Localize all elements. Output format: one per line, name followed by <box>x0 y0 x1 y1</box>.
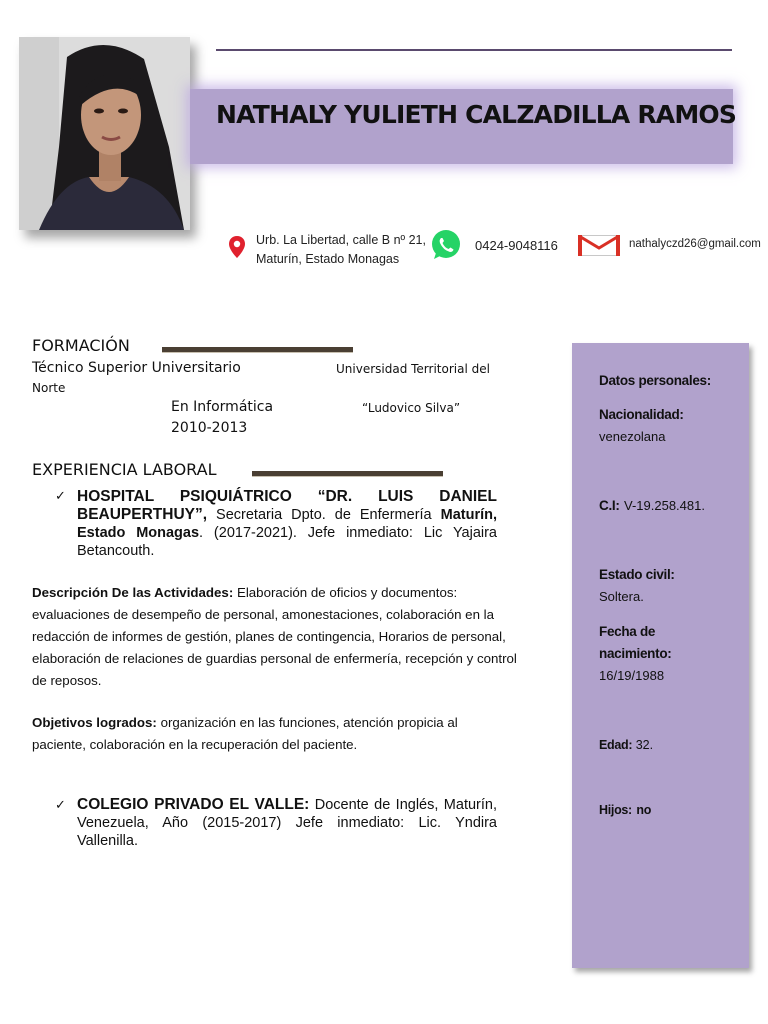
check-mark-icon: ✓ <box>55 488 66 503</box>
ci-label: C.I: <box>599 498 620 513</box>
institution-line-b: Norte <box>32 381 66 395</box>
address-line-2: Maturín, Estado Monagas <box>256 252 400 266</box>
portrait-image <box>19 37 190 230</box>
formacion-bar <box>162 347 353 353</box>
job2-company: COLEGIO PRIVADO EL VALLE: <box>77 796 310 813</box>
section-formacion-heading: FORMACIÓN <box>32 336 130 355</box>
whatsapp-icon <box>430 229 462 261</box>
birth-label-line2: nacimiento: <box>599 646 672 661</box>
degree-years: 2010-2013 <box>171 420 248 436</box>
sidebar-title: Datos personales: <box>599 373 711 388</box>
activities-description <box>32 582 527 692</box>
address <box>256 231 431 269</box>
children-value: no <box>636 803 652 817</box>
institution-line-a: Universidad Territorial del <box>336 362 490 376</box>
birth-date-value: 16/19/1988 <box>599 668 665 683</box>
address-line-1: Urb. La Libertad, calle B nº 21, <box>256 233 426 247</box>
degree-title: Técnico Superior Universitario <box>32 360 241 376</box>
age-value: 32. <box>635 738 654 752</box>
header-rule <box>216 49 732 51</box>
achievements-label: Objetivos logrados: <box>32 715 157 730</box>
check-mark-icon: ✓ <box>55 797 66 812</box>
email-address: nathalyczd26@gmail.com <box>629 238 761 250</box>
candidate-name: NATHALY YULIETH CALZADILLA RAMOS <box>216 100 737 129</box>
degree-field: En Informática <box>171 399 274 415</box>
job-entry-colegio <box>77 796 497 850</box>
job1-details: . (2017-2021). Jefe inmediato: Lic Yajaira Betancouth. <box>77 525 498 559</box>
children-row <box>599 799 651 821</box>
achievements-text: organización en las funciones, atención propicia al paciente, colaboración en la recuperación del paciente. <box>32 715 458 752</box>
nationality-value: venezolana <box>599 429 666 444</box>
achievements <box>32 712 502 756</box>
gmail-icon <box>578 235 620 256</box>
job2-details: Docente de Inglés, Maturín, Venezuela, Año (2015-2017) Jefe inmediato: Lic. Yndira Vallenilla. <box>77 797 497 849</box>
ci-value: V-19.258.481. <box>624 498 705 513</box>
children-label: Hijos: <box>599 803 632 817</box>
civil-status-value: Soltera. <box>599 589 644 604</box>
age-row <box>599 734 653 756</box>
phone-number: 0424-9048116 <box>475 238 558 253</box>
activities-text: Elaboración de oficios y documentos: evaluaciones de desempeño de personal, amonestaciones, colaboración en la redacción de informes de gestión, planes de contingencia, Horarios de personal, elaboración de relaciones de guardias personal de enfermería, recepción y control de reposos. <box>32 585 517 688</box>
job1-role: Secretaria Dpto. de Enfermería <box>216 507 432 523</box>
profile-photo <box>19 37 190 230</box>
activities-label: Descripción De las Actividades: <box>32 585 234 600</box>
birth-label-line1: Fecha de <box>599 624 656 639</box>
section-experiencia-heading: EXPERIENCIA LABORAL <box>32 460 217 479</box>
job-entry-hospital <box>77 488 497 560</box>
civil-status-label: Estado civil: <box>599 567 675 582</box>
institution-name: “Ludovico Silva” <box>362 401 461 415</box>
location-pin-icon <box>228 235 246 259</box>
nationality-label: Nacionalidad: <box>599 407 684 422</box>
job1-company: HOSPITAL PSIQUIÁTRICO “DR. LUIS DANIEL BEAUPERTHUY”, <box>77 488 497 523</box>
ci-row <box>599 495 705 517</box>
job1-location: Maturín, Estado Monagas <box>77 507 498 541</box>
experiencia-bar <box>252 471 443 477</box>
age-label: Edad: <box>599 738 633 752</box>
